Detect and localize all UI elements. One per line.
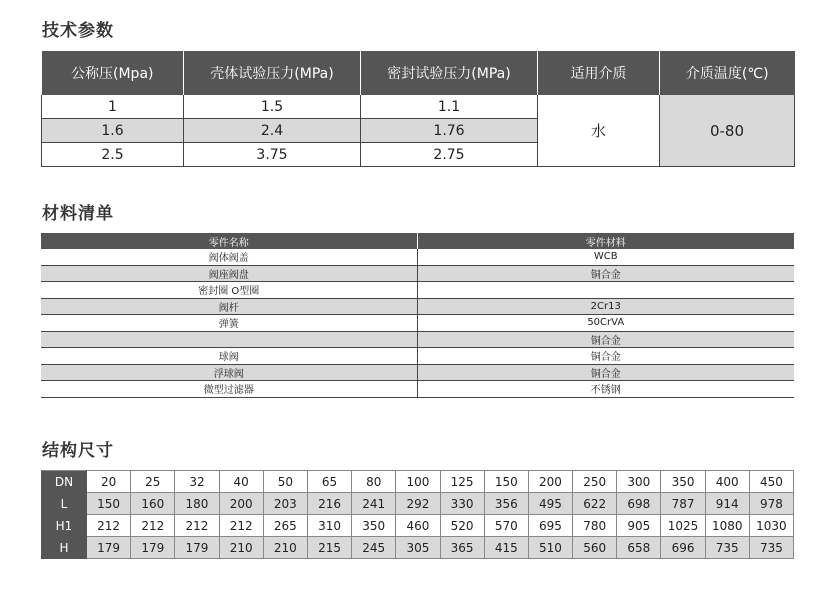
part-name-cell: 弹簧 bbox=[41, 315, 417, 332]
row-label: H bbox=[42, 537, 87, 559]
materials-header-row bbox=[41, 233, 794, 249]
dimension-cell: 560 bbox=[573, 537, 617, 559]
dimension-cell: 780 bbox=[573, 515, 617, 537]
part-material-cell: 铜合金 bbox=[417, 348, 794, 365]
tech-header-row bbox=[42, 51, 795, 95]
table-cell: 2.4 bbox=[184, 119, 361, 143]
part-name-cell: 阀座阀盘 bbox=[41, 265, 417, 282]
table-row bbox=[41, 282, 794, 299]
dimension-row-h bbox=[42, 537, 794, 559]
dimension-cell: 350 bbox=[352, 515, 396, 537]
table-cell: 1.76 bbox=[361, 119, 538, 143]
dimension-cell: 210 bbox=[263, 537, 307, 559]
dimension-row-h1 bbox=[42, 515, 794, 537]
row-label: H1 bbox=[42, 515, 87, 537]
table-row bbox=[42, 95, 795, 119]
part-material-cell bbox=[417, 282, 794, 299]
row-label: DN bbox=[42, 471, 87, 493]
dimension-cell: 460 bbox=[396, 515, 440, 537]
dimension-cell: 212 bbox=[219, 515, 263, 537]
part-name-cell: 球阀 bbox=[41, 348, 417, 365]
dimension-cell: 32 bbox=[175, 471, 219, 493]
dimension-cell: 179 bbox=[87, 537, 131, 559]
part-name-cell bbox=[41, 331, 417, 348]
header-part-material: 零件材料 bbox=[417, 233, 794, 249]
dimension-cell: 150 bbox=[484, 471, 528, 493]
dimension-cell: 450 bbox=[749, 471, 793, 493]
table-cell: 1.6 bbox=[42, 119, 184, 143]
tech-params-title: 技术参数 bbox=[42, 21, 114, 41]
table-row bbox=[41, 381, 794, 398]
temperature-cell: 0-80 bbox=[660, 95, 795, 167]
dimension-cell: 212 bbox=[175, 515, 219, 537]
dimension-cell: 510 bbox=[528, 537, 572, 559]
dimension-row-dn bbox=[42, 471, 794, 493]
part-material-cell: 2Cr13 bbox=[417, 298, 794, 315]
part-name-cell: 密封圈 O型圈 bbox=[41, 282, 417, 299]
dimension-cell: 356 bbox=[484, 493, 528, 515]
dimension-cell: 265 bbox=[263, 515, 307, 537]
header-medium: 适用介质 bbox=[538, 51, 660, 95]
dimension-cell: 330 bbox=[440, 493, 484, 515]
dimension-cell: 978 bbox=[749, 493, 793, 515]
table-row bbox=[41, 364, 794, 381]
table-cell: 2.5 bbox=[42, 143, 184, 167]
dimension-cell: 200 bbox=[219, 493, 263, 515]
dimension-cell: 25 bbox=[131, 471, 175, 493]
dimensions-table bbox=[41, 470, 794, 559]
dimension-cell: 65 bbox=[307, 471, 351, 493]
dimension-cell: 40 bbox=[219, 471, 263, 493]
part-material-cell: 铜合金 bbox=[417, 364, 794, 381]
dimension-cell: 520 bbox=[440, 515, 484, 537]
dimension-cell: 215 bbox=[307, 537, 351, 559]
header-seal-test-pressure: 密封试验压力(MPa) bbox=[361, 51, 538, 95]
dimension-cell: 350 bbox=[661, 471, 705, 493]
dimension-cell: 150 bbox=[87, 493, 131, 515]
dimension-cell: 179 bbox=[131, 537, 175, 559]
medium-cell: 水 bbox=[538, 95, 660, 167]
dimension-cell: 1030 bbox=[749, 515, 793, 537]
table-cell: 1 bbox=[42, 95, 184, 119]
dimension-cell: 570 bbox=[484, 515, 528, 537]
dimension-cell: 250 bbox=[573, 471, 617, 493]
header-shell-test-pressure: 壳体试验压力(MPa) bbox=[184, 51, 361, 95]
dimension-cell: 212 bbox=[87, 515, 131, 537]
table-row bbox=[41, 298, 794, 315]
dimension-cell: 125 bbox=[440, 471, 484, 493]
dimension-cell: 203 bbox=[263, 493, 307, 515]
table-row bbox=[41, 249, 794, 265]
dimension-cell: 696 bbox=[661, 537, 705, 559]
materials-table bbox=[41, 233, 794, 398]
part-material-cell: 不锈钢 bbox=[417, 381, 794, 398]
dimension-cell: 787 bbox=[661, 493, 705, 515]
table-cell: 1.1 bbox=[361, 95, 538, 119]
dimension-cell: 20 bbox=[87, 471, 131, 493]
dimension-cell: 400 bbox=[705, 471, 749, 493]
dimension-cell: 160 bbox=[131, 493, 175, 515]
table-cell: 3.75 bbox=[184, 143, 361, 167]
table-row bbox=[41, 265, 794, 282]
part-name-cell: 阀杆 bbox=[41, 298, 417, 315]
dimension-cell: 735 bbox=[749, 537, 793, 559]
dimension-cell: 292 bbox=[396, 493, 440, 515]
header-nominal-pressure: 公称压(Mpa) bbox=[42, 51, 184, 95]
dimension-cell: 415 bbox=[484, 537, 528, 559]
dimensions-title: 结构尺寸 bbox=[42, 441, 114, 461]
dimension-cell: 210 bbox=[219, 537, 263, 559]
dimension-cell: 698 bbox=[617, 493, 661, 515]
dimension-cell: 495 bbox=[528, 493, 572, 515]
row-label: L bbox=[42, 493, 87, 515]
dimension-cell: 658 bbox=[617, 537, 661, 559]
part-material-cell: WCB bbox=[417, 249, 794, 265]
part-name-cell: 阀体阀盖 bbox=[41, 249, 417, 265]
dimension-cell: 695 bbox=[528, 515, 572, 537]
dimension-cell: 1080 bbox=[705, 515, 749, 537]
table-cell: 2.75 bbox=[361, 143, 538, 167]
table-row bbox=[41, 331, 794, 348]
table-cell: 1.5 bbox=[184, 95, 361, 119]
dimension-cell: 914 bbox=[705, 493, 749, 515]
header-medium-temperature: 介质温度(℃) bbox=[660, 51, 795, 95]
tech-params-table bbox=[41, 51, 795, 167]
materials-title: 材料清单 bbox=[42, 204, 114, 224]
dimension-cell: 365 bbox=[440, 537, 484, 559]
dimension-cell: 305 bbox=[396, 537, 440, 559]
table-row bbox=[41, 315, 794, 332]
dimension-cell: 735 bbox=[705, 537, 749, 559]
dimension-cell: 50 bbox=[263, 471, 307, 493]
dimension-cell: 241 bbox=[352, 493, 396, 515]
dimension-cell: 200 bbox=[528, 471, 572, 493]
dimension-cell: 216 bbox=[307, 493, 351, 515]
dimension-cell: 245 bbox=[352, 537, 396, 559]
dimension-cell: 622 bbox=[573, 493, 617, 515]
part-name-cell: 微型过滤器 bbox=[41, 381, 417, 398]
dimension-cell: 180 bbox=[175, 493, 219, 515]
dimension-cell: 300 bbox=[617, 471, 661, 493]
part-material-cell: 铜合金 bbox=[417, 265, 794, 282]
part-material-cell: 50CrVA bbox=[417, 315, 794, 332]
part-material-cell: 铜合金 bbox=[417, 331, 794, 348]
dimension-cell: 80 bbox=[352, 471, 396, 493]
dimension-cell: 212 bbox=[131, 515, 175, 537]
dimension-cell: 100 bbox=[396, 471, 440, 493]
part-name-cell: 浮球阀 bbox=[41, 364, 417, 381]
dimension-cell: 179 bbox=[175, 537, 219, 559]
table-row bbox=[41, 348, 794, 365]
header-part-name: 零件名称 bbox=[41, 233, 417, 249]
dimension-cell: 905 bbox=[617, 515, 661, 537]
dimension-cell: 1025 bbox=[661, 515, 705, 537]
dimension-row-l bbox=[42, 493, 794, 515]
dimension-cell: 310 bbox=[307, 515, 351, 537]
